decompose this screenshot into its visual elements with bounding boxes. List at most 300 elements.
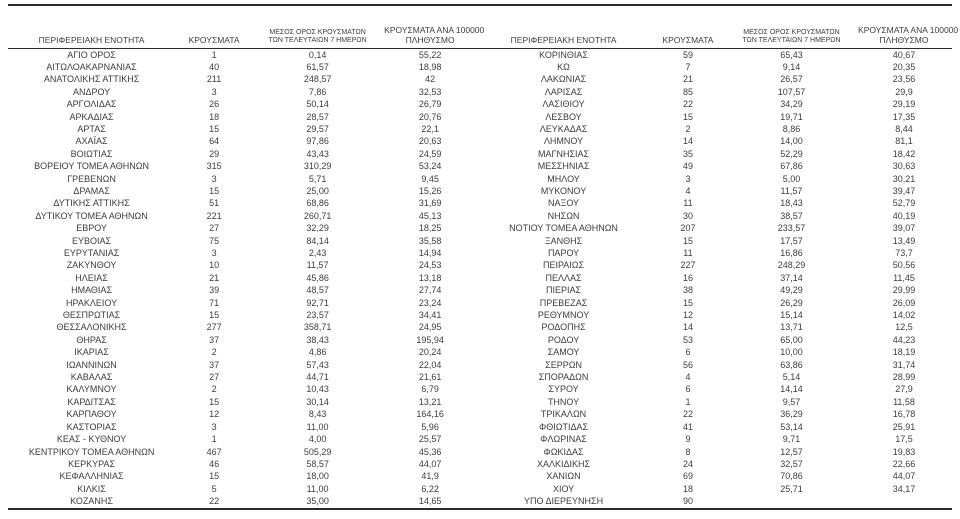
avg-7day-cell: 48,57	[306, 285, 329, 296]
per-100k-cell: 5,96	[421, 421, 439, 432]
cases-cell: 3	[211, 421, 217, 432]
header-avg7-line1: ΜΕΣΟΣ ΟΡΟΣ ΚΡΟΥΣΜΑΤΩΝ	[743, 29, 840, 37]
avg-7day-cell: 65,00	[780, 334, 803, 345]
region-name-cell: ΠΡΕΒΕΖΑΣ	[539, 297, 588, 308]
cases-cell: 51	[209, 198, 220, 209]
per-100k-cell: 42	[425, 74, 436, 85]
header-avg7-line2: ΤΩΝ ΤΕΛΕΥΤΑΙΩΝ 7 ΗΜΕΡΩΝ	[268, 37, 367, 45]
header-per100k-right	[856, 5, 959, 48]
table-row	[8, 123, 952, 135]
cases-cell: 9	[685, 434, 691, 445]
region-name-cell: ΣΕΡΡΩΝ	[545, 359, 582, 370]
per-100k-cell: 6,79	[421, 384, 439, 395]
cases-cell: 11	[683, 198, 693, 209]
cases-cell: 18	[682, 483, 693, 494]
per-100k-cell: 14,65	[418, 496, 442, 507]
region-name-cell: ΕΥΡΥΤΑΝΙΑΣ	[63, 248, 120, 258]
region-name-cell: ΛΑΚΩΝΙΑΣ	[540, 74, 587, 85]
cases-cell: 59	[682, 49, 693, 60]
cases-cell: 49	[682, 161, 693, 172]
cases-cell: 56	[682, 359, 693, 370]
per-100k-cell: 73,7	[895, 248, 913, 258]
table-header	[8, 5, 959, 48]
region-name-cell: ΙΩΑΝΝΙΝΩΝ	[66, 359, 117, 370]
per-100k-cell: 17,5	[895, 434, 913, 445]
avg-7day-cell: 92,71	[306, 297, 329, 308]
cases-table-sheet	[8, 4, 959, 510]
region-name-cell: ΦΘΙΩΤΙΔΑΣ	[539, 421, 589, 432]
avg-7day-cell: 49,29	[780, 285, 803, 296]
header-cases-label: ΚΡΟΥΣΜΑΤΑ	[188, 34, 240, 45]
header-avg7-line1: ΜΕΣΟΣ ΟΡΟΣ ΚΡΟΥΣΜΑΤΩΝ	[269, 29, 366, 37]
avg-7day-cell: 52,29	[780, 148, 803, 159]
cases-cell: 2	[685, 123, 691, 134]
region-name-cell: ΓΡΕΒΕΝΩΝ	[67, 173, 116, 184]
cases-cell: 15	[209, 123, 220, 134]
per-100k-cell: 26,79	[418, 99, 442, 110]
per-100k-cell: 195,94	[416, 334, 444, 345]
avg-7day-cell: 17,57	[780, 235, 803, 246]
cases-cell: 21	[682, 74, 693, 85]
region-name-cell: ΖΑΚΥΝΘΟΥ	[66, 260, 117, 271]
cases-cell: 15	[209, 396, 220, 407]
cases-cell: 15	[682, 235, 693, 246]
region-name-cell: ΡΕΘΥΜΝΟΥ	[537, 310, 590, 321]
region-name-cell: ΒΟΡΕΙΟΥ ΤΟΜΕΑ ΑΘΗΝΩΝ	[34, 161, 149, 172]
header-per100k-line1: ΚΡΟΥΣΜΑΤΑ ΑΝΑ 100000	[384, 24, 485, 35]
avg-7day-cell: 358,71	[303, 322, 332, 333]
per-100k-cell: 14,02	[892, 310, 916, 321]
per-100k-cell: 15,26	[418, 185, 442, 196]
per-100k-cell: 31,74	[892, 359, 916, 370]
per-100k-cell: 34,41	[418, 310, 442, 321]
region-name-cell: ΑΙΤΩΛΟΑΚΑΡΝΑΝΙΑΣ	[46, 61, 137, 72]
region-name-cell: ΣΥΡΟΥ	[548, 384, 579, 395]
avg-7day-cell: 11,00	[306, 483, 329, 494]
avg-7day-cell: 45,86	[306, 272, 329, 283]
per-100k-cell: 52,79	[892, 198, 916, 209]
avg-7day-cell: 9,57	[782, 396, 801, 407]
avg-7day-cell: 28,57	[306, 111, 329, 122]
table-row	[8, 73, 952, 85]
cases-cell: 4	[685, 372, 691, 383]
avg-7day-cell: 4,86	[308, 347, 327, 358]
avg-7day-cell: 19,71	[780, 111, 803, 122]
per-100k-cell: 20,24	[418, 347, 442, 358]
avg-7day-cell: 32,57	[780, 458, 803, 469]
region-name-cell: ΦΩΚΙΔΑΣ	[543, 446, 584, 457]
cases-cell: 22	[682, 409, 693, 420]
avg-7day-cell: 10,00	[780, 347, 803, 358]
cases-cell: 3	[685, 173, 691, 184]
cases-cell: 12	[682, 310, 693, 321]
table-row	[8, 61, 952, 73]
region-name-cell: ΦΛΩΡΙΝΑΣ	[540, 434, 587, 445]
table-row	[8, 259, 952, 271]
per-100k-cell: 20,35	[892, 61, 916, 72]
per-100k-cell: 28,99	[892, 372, 916, 383]
region-name-cell: ΘΕΣΠΡΩΤΙΑΣ	[62, 310, 121, 321]
table-row	[8, 359, 952, 371]
cases-cell: 64	[209, 136, 220, 147]
avg-7day-cell: 43,43	[306, 148, 329, 159]
table-row	[8, 222, 952, 234]
per-100k-cell: 39,47	[892, 185, 916, 196]
header-region-left	[8, 5, 175, 48]
avg-7day-cell: 26,57	[780, 74, 803, 85]
cases-cell: 4	[685, 185, 691, 196]
header-per100k-line2: ΠΛΗΘΥΣΜΟ	[879, 34, 929, 45]
cases-cell: 29	[209, 148, 220, 159]
avg-7day-cell: 25,00	[306, 185, 329, 196]
avg-7day-cell: 68,86	[306, 198, 329, 209]
cases-cell: 15	[209, 471, 220, 482]
region-name-cell: ΑΝΔΡΟΥ	[72, 86, 111, 97]
region-name-cell: ΤΡΙΚΑΛΩΝ	[540, 409, 587, 420]
cases-cell: 221	[206, 210, 222, 221]
region-name-cell: ΚΕΡΚΥΡΑΣ	[68, 458, 116, 469]
per-100k-cell	[856, 495, 952, 508]
cases-cell: 10	[209, 260, 220, 271]
region-name-cell: ΘΗΡΑΣ	[76, 334, 107, 345]
cases-cell: 15	[209, 185, 220, 196]
table-row	[8, 433, 952, 445]
table-row	[8, 408, 952, 420]
avg-7day-cell: 248,29	[777, 260, 806, 271]
per-100k-cell: 24,59	[418, 148, 442, 159]
avg-7day-cell: 0,14	[308, 49, 327, 60]
cases-cell: 14	[682, 322, 693, 333]
per-100k-cell: 29,19	[892, 99, 916, 110]
per-100k-cell: 26,09	[892, 297, 916, 308]
cases-cell: 40	[209, 61, 220, 72]
region-name-cell: ΠΕΛΛΑΣ	[545, 272, 582, 283]
per-100k-cell: 18,98	[418, 61, 442, 72]
region-name-cell: ΔΥΤΙΚΗΣ ΑΤΤΙΚΗΣ	[53, 198, 130, 209]
region-name-cell: ΝΟΤΙΟΥ ΤΟΜΕΑ ΑΘΗΝΩΝ	[509, 223, 618, 234]
per-100k-cell: 22,66	[892, 458, 916, 469]
cases-cell: 1	[211, 49, 217, 60]
per-100k-cell: 40,67	[892, 49, 916, 60]
region-name-cell: ΚΑΛΥΜΝΟΥ	[66, 384, 117, 395]
region-name-cell: ΜΕΣΣΗΝΙΑΣ	[537, 161, 590, 172]
region-name-cell: ΔΥΤΙΚΟΥ ΤΟΜΕΑ ΑΘΗΝΩΝ	[35, 210, 148, 221]
cases-cell: 71	[209, 297, 220, 308]
cases-cell: 1	[211, 434, 217, 445]
table-row	[8, 86, 952, 98]
cases-cell: 3	[211, 86, 217, 97]
header-per100k-left	[382, 5, 485, 48]
table-row	[8, 160, 952, 172]
table-row	[8, 383, 952, 395]
per-100k-cell: 20,63	[418, 136, 442, 147]
header-per100k-line1: ΚΡΟΥΣΜΑΤΑ ΑΝΑ 100000	[858, 24, 959, 35]
avg-7day-cell: 248,57	[303, 74, 332, 85]
cases-cell: 27	[209, 223, 220, 234]
avg-7day-cell: 13,71	[780, 322, 803, 333]
table-row	[8, 458, 952, 470]
cases-cell: 24	[682, 458, 693, 469]
per-100k-cell: 20,76	[418, 111, 442, 122]
avg-7day-cell: 57,43	[306, 359, 329, 370]
table-row	[8, 421, 952, 433]
avg-7day-cell: 26,29	[780, 297, 803, 308]
per-100k-cell: 44,07	[418, 458, 442, 469]
avg-7day-cell: 12,57	[780, 446, 803, 457]
avg-7day-cell: 32,29	[306, 223, 329, 234]
avg-7day-cell: 25,71	[780, 483, 803, 494]
per-100k-cell: 55,22	[418, 49, 442, 60]
region-name-cell: ΥΠΟ ΔΙΕΡΕΥΝΗΣΗ	[524, 496, 604, 507]
region-name-cell: ΙΚΑΡΙΑΣ	[74, 347, 109, 358]
per-100k-cell: 50,56	[892, 260, 916, 271]
avg-7day-cell: 5,14	[782, 372, 801, 383]
region-name-cell: ΚΕΑΣ - ΚΥΘΝΟΥ	[56, 434, 127, 445]
avg-7day-cell: 11,00	[306, 421, 329, 432]
per-100k-cell: 164,16	[416, 409, 444, 420]
avg-7day-cell: 14,14	[780, 384, 803, 395]
cases-cell: 75	[209, 235, 220, 246]
cases-cell: 2	[211, 347, 217, 358]
per-100k-cell: 24,53	[418, 260, 442, 271]
region-name-cell: ΛΗΜΝΟΥ	[543, 136, 584, 147]
avg-7day-cell: 7,86	[308, 86, 327, 97]
header-region-right	[478, 5, 649, 48]
region-name-cell: ΛΑΡΙΣΑΣ	[544, 86, 583, 97]
cases-cell: 90	[682, 496, 693, 507]
header-region-label: ΠΕΡΙΦΕΡΕΙΑΚΗ ΕΝΟΤΗΤΑ	[38, 34, 145, 45]
region-name-cell: ΝΗΣΩΝ	[547, 210, 580, 221]
region-name-cell: ΒΟΙΩΤΙΑΣ	[70, 148, 113, 159]
region-name-cell: ΛΕΣΒΟΥ	[545, 111, 582, 122]
table-row	[8, 321, 952, 333]
header-avg7-right	[727, 5, 856, 48]
cases-cell: 85	[682, 86, 693, 97]
region-name-cell: ΣΠΟΡΑΔΩΝ	[538, 372, 589, 383]
avg-7day-cell: 233,57	[777, 223, 806, 234]
cases-cell: 11	[683, 248, 693, 258]
header-row	[8, 5, 952, 48]
per-100k-cell: 12,5	[895, 322, 913, 333]
cases-cell: 39	[209, 285, 220, 296]
avg-7day-cell: 63,86	[780, 359, 803, 370]
avg-7day-cell: 310,29	[303, 161, 332, 172]
region-name-cell: ΡΟΔΟΠΗΣ	[541, 322, 586, 333]
avg-7day-cell: 9,71	[782, 434, 801, 445]
avg-7day-cell: 35,00	[306, 496, 329, 507]
region-name-cell: ΛΕΥΚΑΔΑΣ	[539, 123, 588, 134]
region-name-cell: ΝΑΞΟΥ	[548, 198, 580, 209]
header-cases-right	[649, 5, 727, 48]
avg-7day-cell: 11,57	[780, 185, 803, 196]
per-100k-cell: 29,99	[892, 285, 916, 296]
avg-7day-cell	[727, 495, 856, 508]
per-100k-cell: 13,18	[418, 272, 442, 283]
table-row	[8, 197, 952, 209]
avg-7day-cell: 10,43	[306, 384, 329, 395]
avg-7day-cell: 34,29	[780, 99, 803, 110]
per-100k-cell: 23,24	[418, 297, 442, 308]
cases-cell: 1	[685, 396, 691, 407]
region-name-cell: ΞΑΝΘΗΣ	[544, 235, 583, 246]
table-row	[8, 98, 952, 110]
avg-7day-cell: 11,57	[306, 260, 329, 271]
table-row	[8, 48, 952, 61]
table-row	[8, 272, 952, 284]
per-100k-cell: 40,19	[892, 210, 916, 221]
per-100k-cell: 29,9	[895, 86, 913, 97]
per-100k-cell: 16,78	[892, 409, 916, 420]
per-100k-cell: 23,56	[892, 74, 916, 85]
per-100k-cell: 27,9	[895, 384, 913, 395]
cases-cell: 467	[206, 446, 222, 457]
avg-7day-cell: 8,43	[308, 409, 327, 420]
region-name-cell: ΑΝΑΤΟΛΙΚΗΣ ΑΤΤΙΚΗΣ	[43, 74, 140, 85]
region-name-cell: ΧΑΛΚΙΔΙΚΗΣ	[536, 458, 591, 469]
avg-7day-cell: 29,57	[306, 123, 329, 134]
per-100k-cell: 32,53	[418, 86, 442, 97]
avg-7day-cell: 107,57	[777, 86, 806, 97]
avg-7day-cell: 70,86	[780, 471, 803, 482]
per-100k-cell: 21,61	[418, 372, 442, 383]
per-100k-cell: 19,83	[892, 446, 916, 457]
region-name-cell: ΚΕΝΤΡΙΚΟΥ ΤΟΜΕΑ ΑΘΗΝΩΝ	[28, 446, 155, 457]
per-100k-cell: 13,49	[892, 235, 916, 246]
avg-7day-cell: 65,43	[780, 49, 803, 60]
region-name-cell: ΚΑΒΑΛΑΣ	[70, 372, 113, 383]
cases-cell: 15	[209, 310, 220, 321]
per-100k-cell: 6,22	[421, 483, 439, 494]
regional-cases-table	[8, 4, 959, 510]
region-name-cell: ΑΡΓΟΛΙΔΑΣ	[66, 99, 117, 110]
cases-cell: 30	[682, 210, 693, 221]
table-row	[8, 135, 952, 147]
cases-cell: 37	[209, 359, 220, 370]
cases-cell: 69	[682, 471, 693, 482]
cases-cell: 277	[206, 322, 222, 333]
per-100k-cell: 34,17	[892, 483, 916, 494]
avg-7day-cell: 67,86	[780, 161, 803, 172]
per-100k-cell: 9,45	[421, 173, 439, 184]
table-row	[8, 346, 952, 358]
region-name-cell: ΛΑΣΙΘΙΟΥ	[542, 99, 585, 110]
cases-cell: 211	[206, 74, 222, 85]
region-name-cell: ΜΥΚΟΝΟΥ	[540, 185, 587, 196]
region-name-cell: ΚΟΡΙΝΘΙΑΣ	[539, 49, 588, 60]
per-100k-cell: 30,63	[892, 161, 916, 172]
cases-cell: 35	[682, 148, 693, 159]
region-name-cell: ΑΡΤΑΣ	[77, 123, 106, 134]
region-name-cell: ΚΑΡΔΙΤΣΑΣ	[67, 396, 116, 407]
per-100k-cell: 25,57	[418, 434, 442, 445]
table-row	[8, 495, 952, 508]
per-100k-cell: 27,74	[418, 285, 442, 296]
cases-cell: 2	[211, 384, 217, 395]
table-row	[8, 396, 952, 408]
per-100k-cell: 53,24	[418, 161, 442, 172]
region-name-cell: ΚΑΣΤΟΡΙΑΣ	[66, 421, 117, 432]
avg-7day-cell: 38,57	[780, 210, 803, 221]
avg-7day-cell: 16,86	[780, 248, 803, 258]
region-name-cell: ΚΩ	[557, 61, 570, 72]
table-row	[8, 210, 952, 222]
header-region-label: ΠΕΡΙΦΕΡΕΙΑΚΗ ΕΝΟΤΗΤΑ	[510, 34, 617, 45]
avg-7day-cell: 18,43	[780, 198, 803, 209]
per-100k-cell: 24,95	[418, 322, 442, 333]
region-name-cell: ΚΕΦΑΛΛΗΝΙΑΣ	[59, 471, 124, 482]
cases-cell: 46	[209, 458, 220, 469]
avg-7day-cell: 5,71	[308, 173, 327, 184]
table-row	[8, 173, 952, 185]
cases-cell: 227	[680, 260, 696, 271]
region-name-cell: ΗΜΑΘΙΑΣ	[71, 285, 113, 296]
region-name-cell: ΚΙΛΚΙΣ	[77, 483, 106, 494]
avg-7day-cell: 23,57	[306, 310, 329, 321]
table-row	[8, 284, 952, 296]
region-name-cell: ΔΡΑΜΑΣ	[73, 185, 110, 196]
table-row	[8, 334, 952, 346]
cases-cell: 26	[209, 99, 220, 110]
region-name-cell: ΠΙΕΡΙΑΣ	[546, 285, 582, 296]
header-avg7-left	[253, 5, 382, 48]
region-name-cell: ΗΛΕΙΑΣ	[75, 272, 108, 283]
avg-7day-cell: 37,14	[780, 272, 803, 283]
per-100k-cell: 8,44	[895, 123, 913, 134]
avg-7day-cell: 44,71	[306, 372, 329, 383]
header-per100k-line2: ΠΛΗΘΥΣΜΟ	[405, 34, 455, 45]
cases-cell: 15	[682, 297, 693, 308]
table-row	[8, 483, 952, 495]
cases-cell: 6	[685, 384, 691, 395]
cases-cell: 38	[682, 285, 693, 296]
region-name-cell: ΠΕΙΡΑΙΩΣ	[542, 260, 585, 271]
cases-cell: 37	[209, 334, 220, 345]
region-name-cell: ΜΗΛΟΥ	[547, 173, 580, 184]
avg-7day-cell: 50,14	[306, 99, 329, 110]
per-100k-cell: 18,19	[892, 347, 916, 358]
cases-cell: 27	[209, 372, 220, 383]
cases-cell: 21	[209, 272, 220, 283]
avg-7day-cell: 2,43	[308, 248, 327, 258]
region-name-cell: ΡΟΔΟΥ	[547, 334, 580, 345]
avg-7day-cell: 30,14	[306, 396, 329, 407]
cases-cell: 22	[209, 496, 220, 507]
per-100k-cell: 39,07	[892, 223, 916, 234]
region-name-cell: ΧΑΝΙΩΝ	[546, 471, 581, 482]
avg-7day-cell: 61,57	[306, 61, 329, 72]
region-name-cell: ΕΒΡΟΥ	[76, 223, 107, 234]
page	[0, 4, 960, 519]
per-100k-cell: 35,58	[418, 235, 442, 246]
region-name-cell: ΧΙΟΥ	[552, 483, 575, 494]
region-name-cell: ΑΧΑΪΑΣ	[75, 136, 108, 147]
avg-7day-cell: 505,29	[303, 446, 332, 457]
region-name-cell: ΑΡΚΑΔΙΑΣ	[69, 111, 114, 122]
cases-cell: 315	[206, 161, 222, 172]
cases-cell: 7	[685, 61, 691, 72]
per-100k-cell: 17,35	[892, 111, 916, 122]
cases-cell: 14	[682, 136, 693, 147]
cases-cell: 3	[211, 173, 217, 184]
per-100k-cell: 11,45	[893, 272, 915, 283]
avg-7day-cell: 18,00	[306, 471, 329, 482]
cases-cell: 6	[685, 347, 691, 358]
per-100k-cell: 44,07	[892, 471, 916, 482]
cases-cell: 5	[211, 483, 217, 494]
per-100k-cell: 14,94	[418, 248, 442, 258]
per-100k-cell: 11,58	[893, 396, 915, 407]
per-100k-cell: 81,1	[895, 136, 913, 147]
